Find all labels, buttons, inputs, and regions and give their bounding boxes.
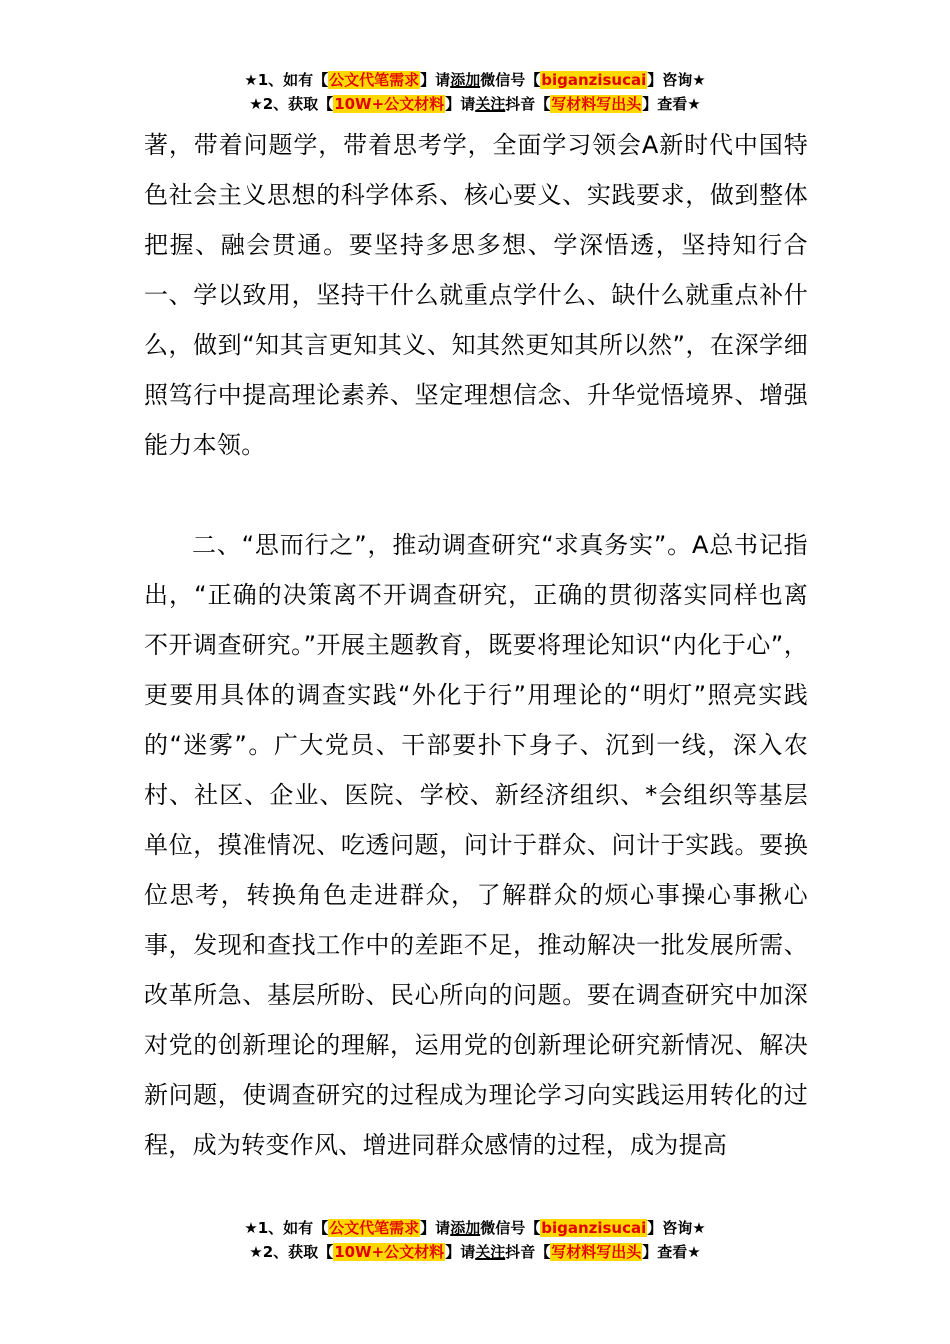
document-body-part-2: [144, 520, 808, 1170]
promo-banner-bottom: [0, 1216, 950, 1264]
promo-line-2: ★2、获取【10W+公文材料】请关注抖音【写材料写出头】查看★: [249, 1243, 701, 1261]
promo-banner-top: [0, 68, 950, 116]
promo-line-1: ★1、如有【公文代笔需求】请添加微信号【biganzisucai】咨询★: [244, 1219, 706, 1237]
wechat-id-highlight: biganzisucai: [541, 71, 647, 89]
promo-line-2: ★2、获取【10W+公文材料】请关注抖音【写材料写出头】查看★: [249, 95, 701, 113]
douyin-account-highlight: 写材料写出头: [551, 95, 642, 113]
service-highlight: 公文代笔需求: [329, 1219, 420, 1237]
douyin-account-highlight: 写材料写出头: [551, 1243, 642, 1261]
paragraph-2: 二、“思而行之”，推动调查研究“求真务实”。A总书记指出，“正确的决策离不开调查研究，正确的贯彻落实同样也离不开调查研究。”开展主题教育，既要将理论知识“内化于心”，更要用具体的调查实践“外化于行”用理论的“明灯”照亮实践的“迷雾”。广大党员、干部要扑下身子、沉到一线，深入农村、社区、企业、医院、学校、新经济组织、*会组织等基层单位，摸准情况、吃透问题，问计于群众、问计于实践。要换位思考，转换角色走进群众，了解群众的烦心事操心事揪心事，发现和查找工作中的差距不足，推动解决一批发展所需、改革所急、基层所盼、民心所向的问题。要在调查研究中加深对党的创新理论的理解，运用党的创新理论研究新情况、解决新问题，使调查研究的过程成为理论学习向实践运用转化的过程，成为转变作风、增进同群众感情的过程，成为提高: [144, 531, 809, 1159]
materials-highlight: 10W+公文材料: [334, 1243, 445, 1261]
promo-line-1: ★1、如有【公文代笔需求】请添加微信号【biganzisucai】咨询★: [244, 71, 706, 89]
service-highlight: 公文代笔需求: [329, 71, 420, 89]
wechat-id-highlight: biganzisucai: [541, 1219, 647, 1237]
paragraph-1: 著，带着问题学，带着思考学，全面学习领会A新时代中国特色社会主义思想的科学体系、核心要义、实践要求，做到整体把握、融会贯通。要坚持多思多想、学深悟透，坚持知行合一、学以致用，坚持干什么就重点学什么、缺什么就重点补什么，做到“知其言更知其义、知其然更知其所以然”，在深学细照笃行中提高理论素养、坚定理想信念、升华觉悟境界、增强能力本领。: [144, 131, 808, 459]
materials-highlight: 10W+公文材料: [334, 95, 445, 113]
document-body-part-1: [144, 120, 808, 470]
